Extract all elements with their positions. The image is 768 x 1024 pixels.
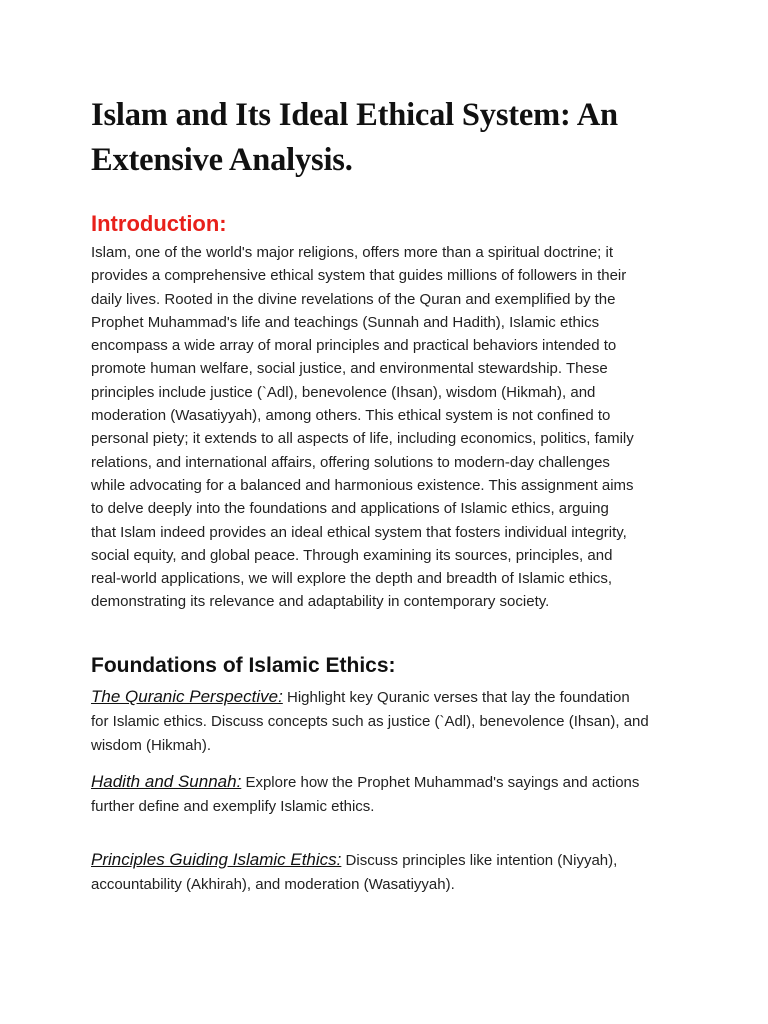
foundation-item-quranic-perspective [91, 685, 691, 758]
paragraph-line: relations, and international affairs, offering solutions to modern-day challenges [91, 453, 610, 471]
item-first-line [91, 685, 691, 710]
item-label: Principles Guiding Islamic Ethics: [91, 850, 342, 869]
paragraph-line: daily lives. Rooted in the divine revelations of the Quran and exemplified by the [91, 290, 616, 308]
foundation-item-guiding-principles [91, 848, 691, 897]
foundation-item-hadith-sunnah [91, 770, 691, 819]
item-line: for Islamic ethics. Discuss concepts such as justice (`Adl), benevolence (Ihsan), and [91, 713, 649, 730]
item-label: The Quranic Perspective: [91, 687, 283, 706]
introduction-paragraph [91, 241, 691, 614]
paragraph-line: demonstrating its relevance and adaptability in contemporary society. [91, 593, 550, 611]
item-text: Explore how the Prophet Muhammad's sayings and actions [241, 774, 640, 791]
introduction-heading: Introduction: [91, 211, 227, 236]
document-title [91, 93, 691, 183]
paragraph-line: while advocating for a balanced and harmonious existence. This assignment aims [91, 476, 634, 494]
paragraph-line: Islam, one of the world's major religions, offers more than a spiritual doctrine; it [91, 244, 613, 261]
title-line-1: Islam and Its Ideal Ethical System: An [91, 97, 618, 133]
item-label: Hadith and Sunnah: [91, 772, 242, 791]
item-line: wisdom (Hikmah). [91, 737, 212, 754]
item-first-line [91, 848, 691, 873]
item-text: Highlight key Quranic verses that lay the foundation [282, 689, 630, 706]
item-line: further define and exemplify Islamic ethics. [91, 798, 375, 815]
document-content [91, 93, 691, 893]
paragraph-line: encompass a wide array of moral principles and practical behaviors intended to [91, 337, 617, 355]
title-line-2: Extensive Analysis. [91, 142, 353, 178]
paragraph-line: principles include justice (`Adl), benevolence (Ihsan), wisdom (Hikmah), and [91, 383, 596, 401]
paragraph-line: provides a comprehensive ethical system that guides millions of followers in their [91, 267, 627, 285]
item-line: accountability (Akhirah), and moderation (Wasatiyyah). [91, 876, 455, 893]
paragraph-line: social equity, and global peace. Through examining its sources, principles, and [91, 546, 613, 564]
paragraph-line: real-world applications, we will explore the depth and breadth of Islamic ethics, [91, 570, 613, 588]
foundations-heading: Foundations of Islamic Ethics: [91, 654, 396, 677]
paragraph-line: personal piety; it extends to all aspects of life, including economics, politics, family [91, 430, 634, 448]
item-first-line [91, 770, 691, 795]
item-text: Discuss principles like intention (Niyyah), [341, 852, 618, 869]
paragraph-line: Prophet Muhammad's life and teachings (Sunnah and Hadith), Islamic ethics [91, 313, 600, 331]
paragraph-line: that Islam indeed provides an ideal ethical system that fosters individual integrity, [91, 523, 627, 541]
paragraph-line: promote human welfare, social justice, and environmental stewardship. These [91, 360, 608, 378]
paragraph-line: to delve deeply into the foundations and applications of Islamic ethics, arguing [91, 500, 609, 518]
paragraph-line: moderation (Wasatiyyah), among others. This ethical system is not confined to [91, 407, 611, 425]
